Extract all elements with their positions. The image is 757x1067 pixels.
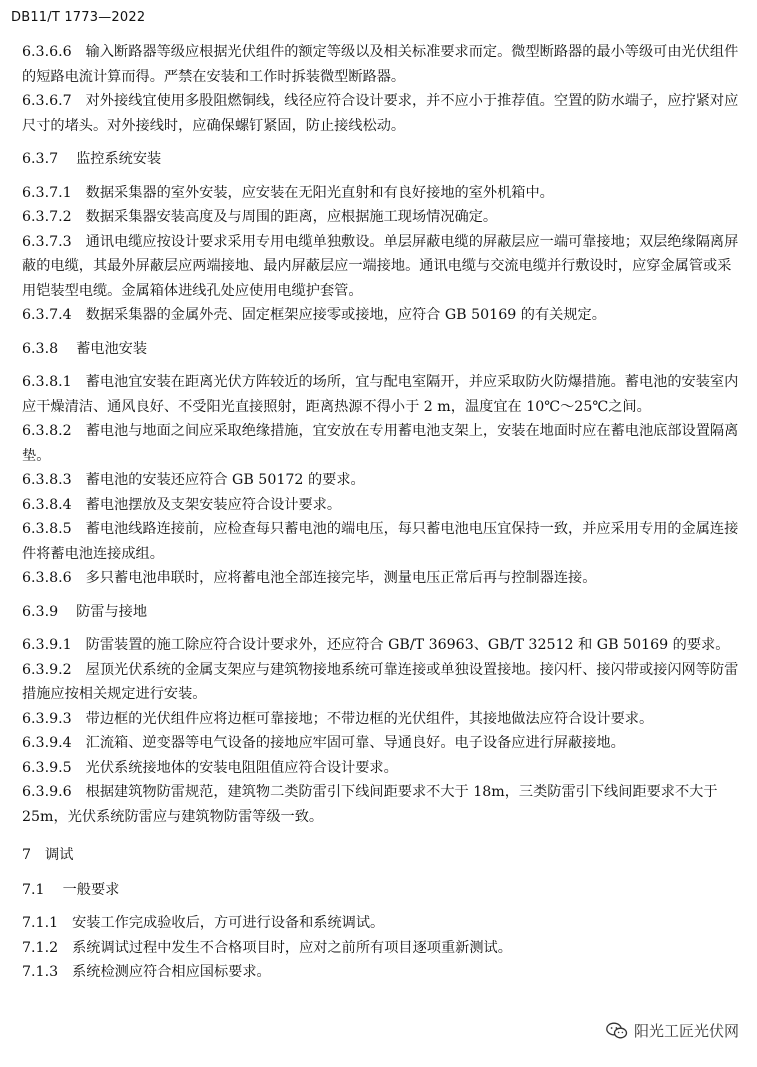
clause-text: 一般要求 [62,881,120,898]
clause-number: 6.3.8.4 [22,496,72,513]
clause-paragraph [22,566,744,591]
clause-paragraph [22,633,744,658]
document-body [22,40,744,985]
clause-number: 6.3.9.2 [22,661,72,678]
clause-number: 6.3.7.4 [22,307,72,323]
clause-text: 蓄电池线路连接前，应检查每只蓄电池的端电压，每只蓄电池电压宜保持一致，并应采用专用的金属连接件将蓄电池连接成组。 [22,521,739,562]
clause-text: 蓄电池安装 [76,340,148,357]
clause-text: 数据采集器安装高度及与周围的距离，应根据施工现场情况确定。 [85,209,498,225]
section-heading [22,878,744,903]
clause-number: 6.3.8.1 [22,374,72,390]
clause-number: 6.3.9.1 [22,637,72,653]
clause-text: 监控系统安装 [76,151,162,167]
clause-number: 6.3.7.2 [22,209,72,225]
clause-paragraph [22,40,744,89]
clause-text: 带边框的光伏组件应将边框可靠接地；不带边框的光伏组件，其接地做法应符合设计要求。 [85,710,654,727]
clause-text: 通讯电缆应按设计要求采用专用电缆单独敷设。单层屏蔽电缆的屏蔽层应一端可靠接地；双层绝缘隔离屏蔽的电缆，其最外屏蔽层应两端接地、最内屏蔽层应一端接地。通讯电缆与交流电缆并行敷设时，应穿金属管或采用铠装型电缆。金属箱体进线孔处应使用电缆护套管。 [22,233,739,299]
clause-text: 防雷与接地 [76,603,148,620]
clause-number: 6.3.7.3 [22,233,72,250]
clause-paragraph [22,731,744,756]
clause-number: 6.3.9.5 [22,759,72,776]
clause-paragraph [22,517,744,566]
clause-text: 对外接线宜使用多股阻燃铜线，线径应符合设计要求，并不应小于推荐值。空置的防水端子，应拧紧对应尺寸的堵头。对外接线时，应确保螺钉紧固，防止接线松动。 [22,93,739,134]
clause-text: 蓄电池宜安装在距离光伏方阵较近的场所，宜与配电室隔开，并应采取防火防爆措施。蓄电池的安装室内应干燥清洁、通风良好、不受阳光直接照射，距离热源不得小于 2 m，温度宜在 10℃～25℃之间。 [22,374,739,415]
clause-text: 蓄电池摆放及支架安装应符合设计要求。 [85,496,342,513]
clause-text: 系统检测应符合相应国标要求。 [72,964,271,980]
clause-paragraph [22,89,744,138]
clause-text: 光伏系统接地体的安装电阻阻值应符合设计要求。 [85,759,398,776]
clause-paragraph [22,493,744,518]
watermark [606,1020,739,1041]
clause-text: 汇流箱、逆变器等电气设备的接地应牢固可靠、导通良好。电子设备应进行屏蔽接地。 [85,735,625,751]
clause-text: 多只蓄电池串联时，应将蓄电池全部连接完毕，测量电压正常后再与控制器连接。 [85,570,597,586]
clause-text: 根据建筑物防雷规范，建筑物二类防雷引下线间距要求不大于 18m，三类防雷引下线间距要求不大于 25m，光伏系统防雷应与建筑物防雷等级一致。 [22,784,718,825]
clause-number: 7 [22,847,32,863]
clause-number: 6.3.8.6 [22,570,72,586]
clause-paragraph [22,658,744,707]
clause-number: 6.3.7 [22,151,59,167]
clause-number: 6.3.9.3 [22,710,72,727]
clause-number: 7.1.1 [22,915,59,931]
clause-paragraph [22,230,744,304]
clause-text: 输入断路器等级应根据光伏组件的额定等级以及相关标准要求而定。微型断路器的最小等级可由光伏组件的短路电流计算而得。严禁在安装和工作时拆装微型断路器。 [22,44,739,85]
clause-paragraph [22,370,744,419]
section-heading [22,600,744,625]
clause-paragraph [22,756,744,781]
clause-text: 调试 [45,847,74,863]
clause-text: 数据采集器的金属外壳、固定框架应接零或接地，应符合 GB 50169 的有关规定。 [85,307,606,323]
chapter-heading [22,843,744,868]
clause-number: 6.3.9 [22,603,59,620]
clause-number: 6.3.8.3 [22,472,72,488]
clause-text: 蓄电池的安装还应符合 GB 50172 的要求。 [85,472,365,488]
clause-number: 6.3.9.6 [22,784,72,800]
clause-number: 6.3.7.1 [22,184,72,201]
clause-paragraph [22,205,744,230]
clause-number: 7.1.3 [22,964,59,980]
clause-number: 6.3.8.5 [22,521,72,537]
clause-text: 防雷装置的施工除应符合设计要求外，还应符合 GB/T 36963、GB/T 32512 和 GB 50169 的要求。 [85,637,730,653]
clause-paragraph [22,419,744,468]
clause-paragraph [22,936,744,961]
clause-number: 6.3.8 [22,340,59,357]
clause-paragraph [22,181,744,206]
clause-text: 数据采集器的室外安装，应安装在无阳光直射和有良好接地的室外机箱中。 [85,184,554,201]
clause-number: 7.1.2 [22,939,59,956]
clause-number: 6.3.6.6 [22,44,72,60]
clause-paragraph [22,960,744,985]
clause-text: 安装工作完成验收后，方可进行设备和系统调试。 [72,915,385,931]
clause-paragraph [22,911,744,936]
wechat-icon [606,1022,628,1040]
clause-number: 6.3.9.4 [22,735,72,751]
clause-text: 蓄电池与地面之间应采取绝缘措施，宜安放在专用蓄电池支架上，安装在地面时应在蓄电池底部设置隔离垫。 [22,423,739,464]
section-heading [22,337,744,362]
clause-paragraph [22,468,744,493]
clause-text: 系统调试过程中发生不合格项目时，应对之前所有项目逐项重新测试。 [72,939,512,956]
clause-text: 屋顶光伏系统的金属支架应与建筑物接地系统可靠连接或单独设置接地。接闪杆、接闪带或接闪网等防雷措施应按相关规定进行安装。 [22,661,739,702]
section-heading [22,147,744,172]
clause-paragraph [22,707,744,732]
clause-paragraph [22,780,744,829]
clause-number: 7.1 [22,881,45,898]
watermark-text: 阳光工匠光伏网 [633,1022,739,1040]
clause-number: 6.3.6.7 [22,93,72,109]
document-code: DB11/T 1773—2022 [11,10,146,25]
clause-number: 6.3.8.2 [22,423,72,439]
clause-paragraph [22,303,744,328]
